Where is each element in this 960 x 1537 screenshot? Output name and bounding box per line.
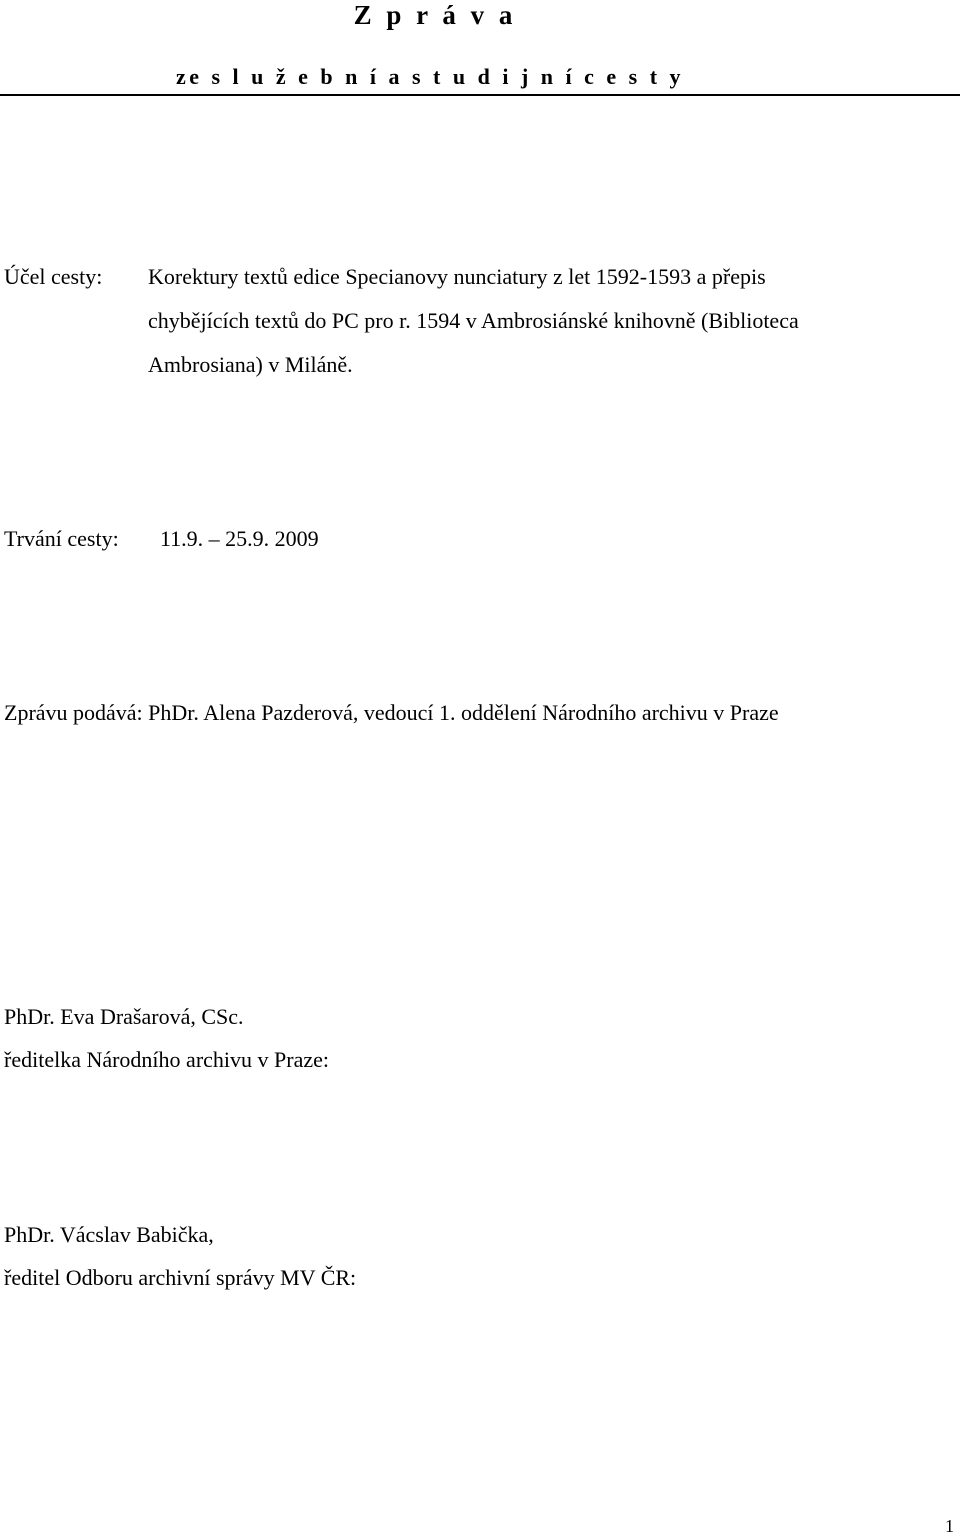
header-rule — [0, 94, 960, 96]
duration-label: Trvání cesty: — [4, 526, 119, 551]
signatory-1-role: ředitelka Národního archivu v Praze: — [4, 1047, 329, 1072]
document-title: Z p r á v a — [353, 0, 517, 30]
signatory-2-name: PhDr. Vácslav Babička, — [4, 1222, 214, 1247]
signatory-2-role: ředitel Odboru archivní správy MV ČR: — [4, 1265, 357, 1290]
document-subtitle: ze s l u ž e b n í a s t u d i j n í c e s t y — [175, 64, 685, 89]
page-number: 1 — [945, 1516, 954, 1536]
duration-value: 11.9. – 25.9. 2009 — [160, 526, 319, 551]
reporter-line: Zprávu podává: PhDr. Alena Pazderová, vedoucí 1. oddělení Národního archivu v Praze — [4, 700, 779, 725]
purpose-label: Účel cesty: — [4, 264, 103, 289]
purpose-line-2: chybějících textů do PC pro r. 1594 v Ambrosiánské knihovně (Biblioteca — [148, 308, 799, 333]
purpose-line-3: Ambrosiana) v Miláně. — [148, 352, 353, 377]
signatory-1-name: PhDr. Eva Drašarová, CSc. — [4, 1004, 244, 1029]
purpose-line-1: Korektury textů edice Specianovy nunciatury z let 1592-1593 a přepis — [148, 264, 766, 289]
